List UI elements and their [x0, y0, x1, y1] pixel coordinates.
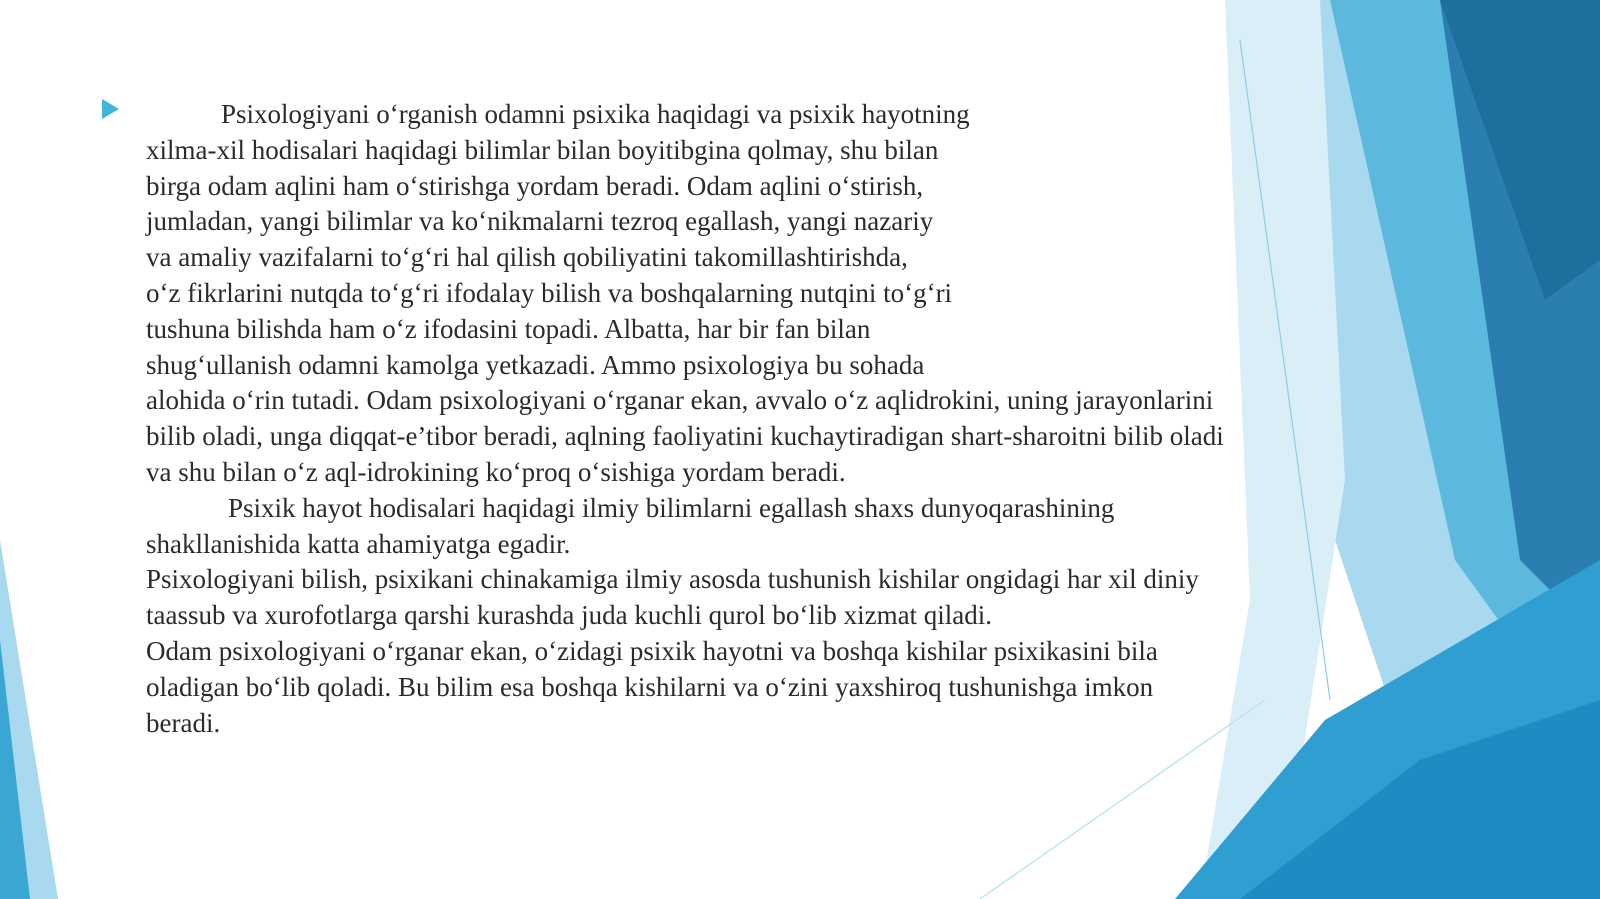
text-line: shakllanishida katta ahamiyatga egadir. [146, 528, 571, 559]
text-line: jumladan, yangi bilimlar va ko‘nikmalarni tezroq egallash, yangi nazariy [146, 206, 934, 237]
text-line: shug‘ullanish odamni kamolga yetkazadi. Ammo psixologiya bu sohada [146, 349, 925, 380]
text-line: va shu bilan o‘z aql-idrokining ko‘proq o‘sishiga yordam beradi. [146, 456, 846, 487]
slide-text-body [146, 97, 1366, 741]
text-line: xilma-xil hodisalari haqidagi bilimlar bilan boyitibgina qolmay, shu bilan [146, 134, 939, 165]
text-line: va amaliy vazifalarni to‘g‘ri hal qilish qobiliyatini takomillashtirishda, [146, 242, 908, 273]
triangle-right-icon [102, 99, 119, 119]
text-line: Psixik hayot hodisalari haqidagi ilmiy bilimlarni egallash shaxs dunyoqarashining [228, 492, 1115, 523]
text-line: Odam psixologiyani o‘rganar ekan, o‘zidagi psixik hayotni va boshqa kishilar psixikasini bila [146, 635, 1158, 666]
text-line: Psixologiyani o‘rganish odamni psixika haqidagi va psixik hayotning [221, 99, 970, 129]
text-line: tushuna bilishda ham o‘z ifodasini topadi. Albatta, har bir fan bilan [146, 313, 871, 344]
text-line: Psixologiyani bilish, psixikani chinakamiga ilmiy asosda tushunish kishilar ongidagi har xil diniy [146, 564, 1199, 595]
text-line: alohida o‘rin tutadi. Odam psixologiyani o‘rganar ekan, avvalo o‘z aqlidrokini, uning jarayonlarini [146, 385, 1214, 416]
text-line: birga odam aqlini ham o‘stirishga yordam beradi. Odam aqlini o‘stirish, [146, 170, 924, 201]
text-line: o‘z fikrlarini nutqda to‘g‘ri ifodalay bilish va boshqalarning nutqini to‘g‘ri [146, 277, 953, 308]
text-line: beradi. [146, 707, 221, 738]
text-line: taassub va xurofotlarga qarshi kurashda juda kuchli qurol bo‘lib xizmat qiladi. [146, 600, 993, 631]
text-line: oladigan bo‘lib qoladi. Bu bilim esa boshqa kishilarni va o‘zini yaxshiroq tushunishga imkon [146, 671, 1154, 702]
text-line: bilib oladi, unga diqqat-e’tibor beradi, aqlning faoliyatini kuchaytiradigan shart-sharoitni bilib oladi [146, 421, 1224, 452]
